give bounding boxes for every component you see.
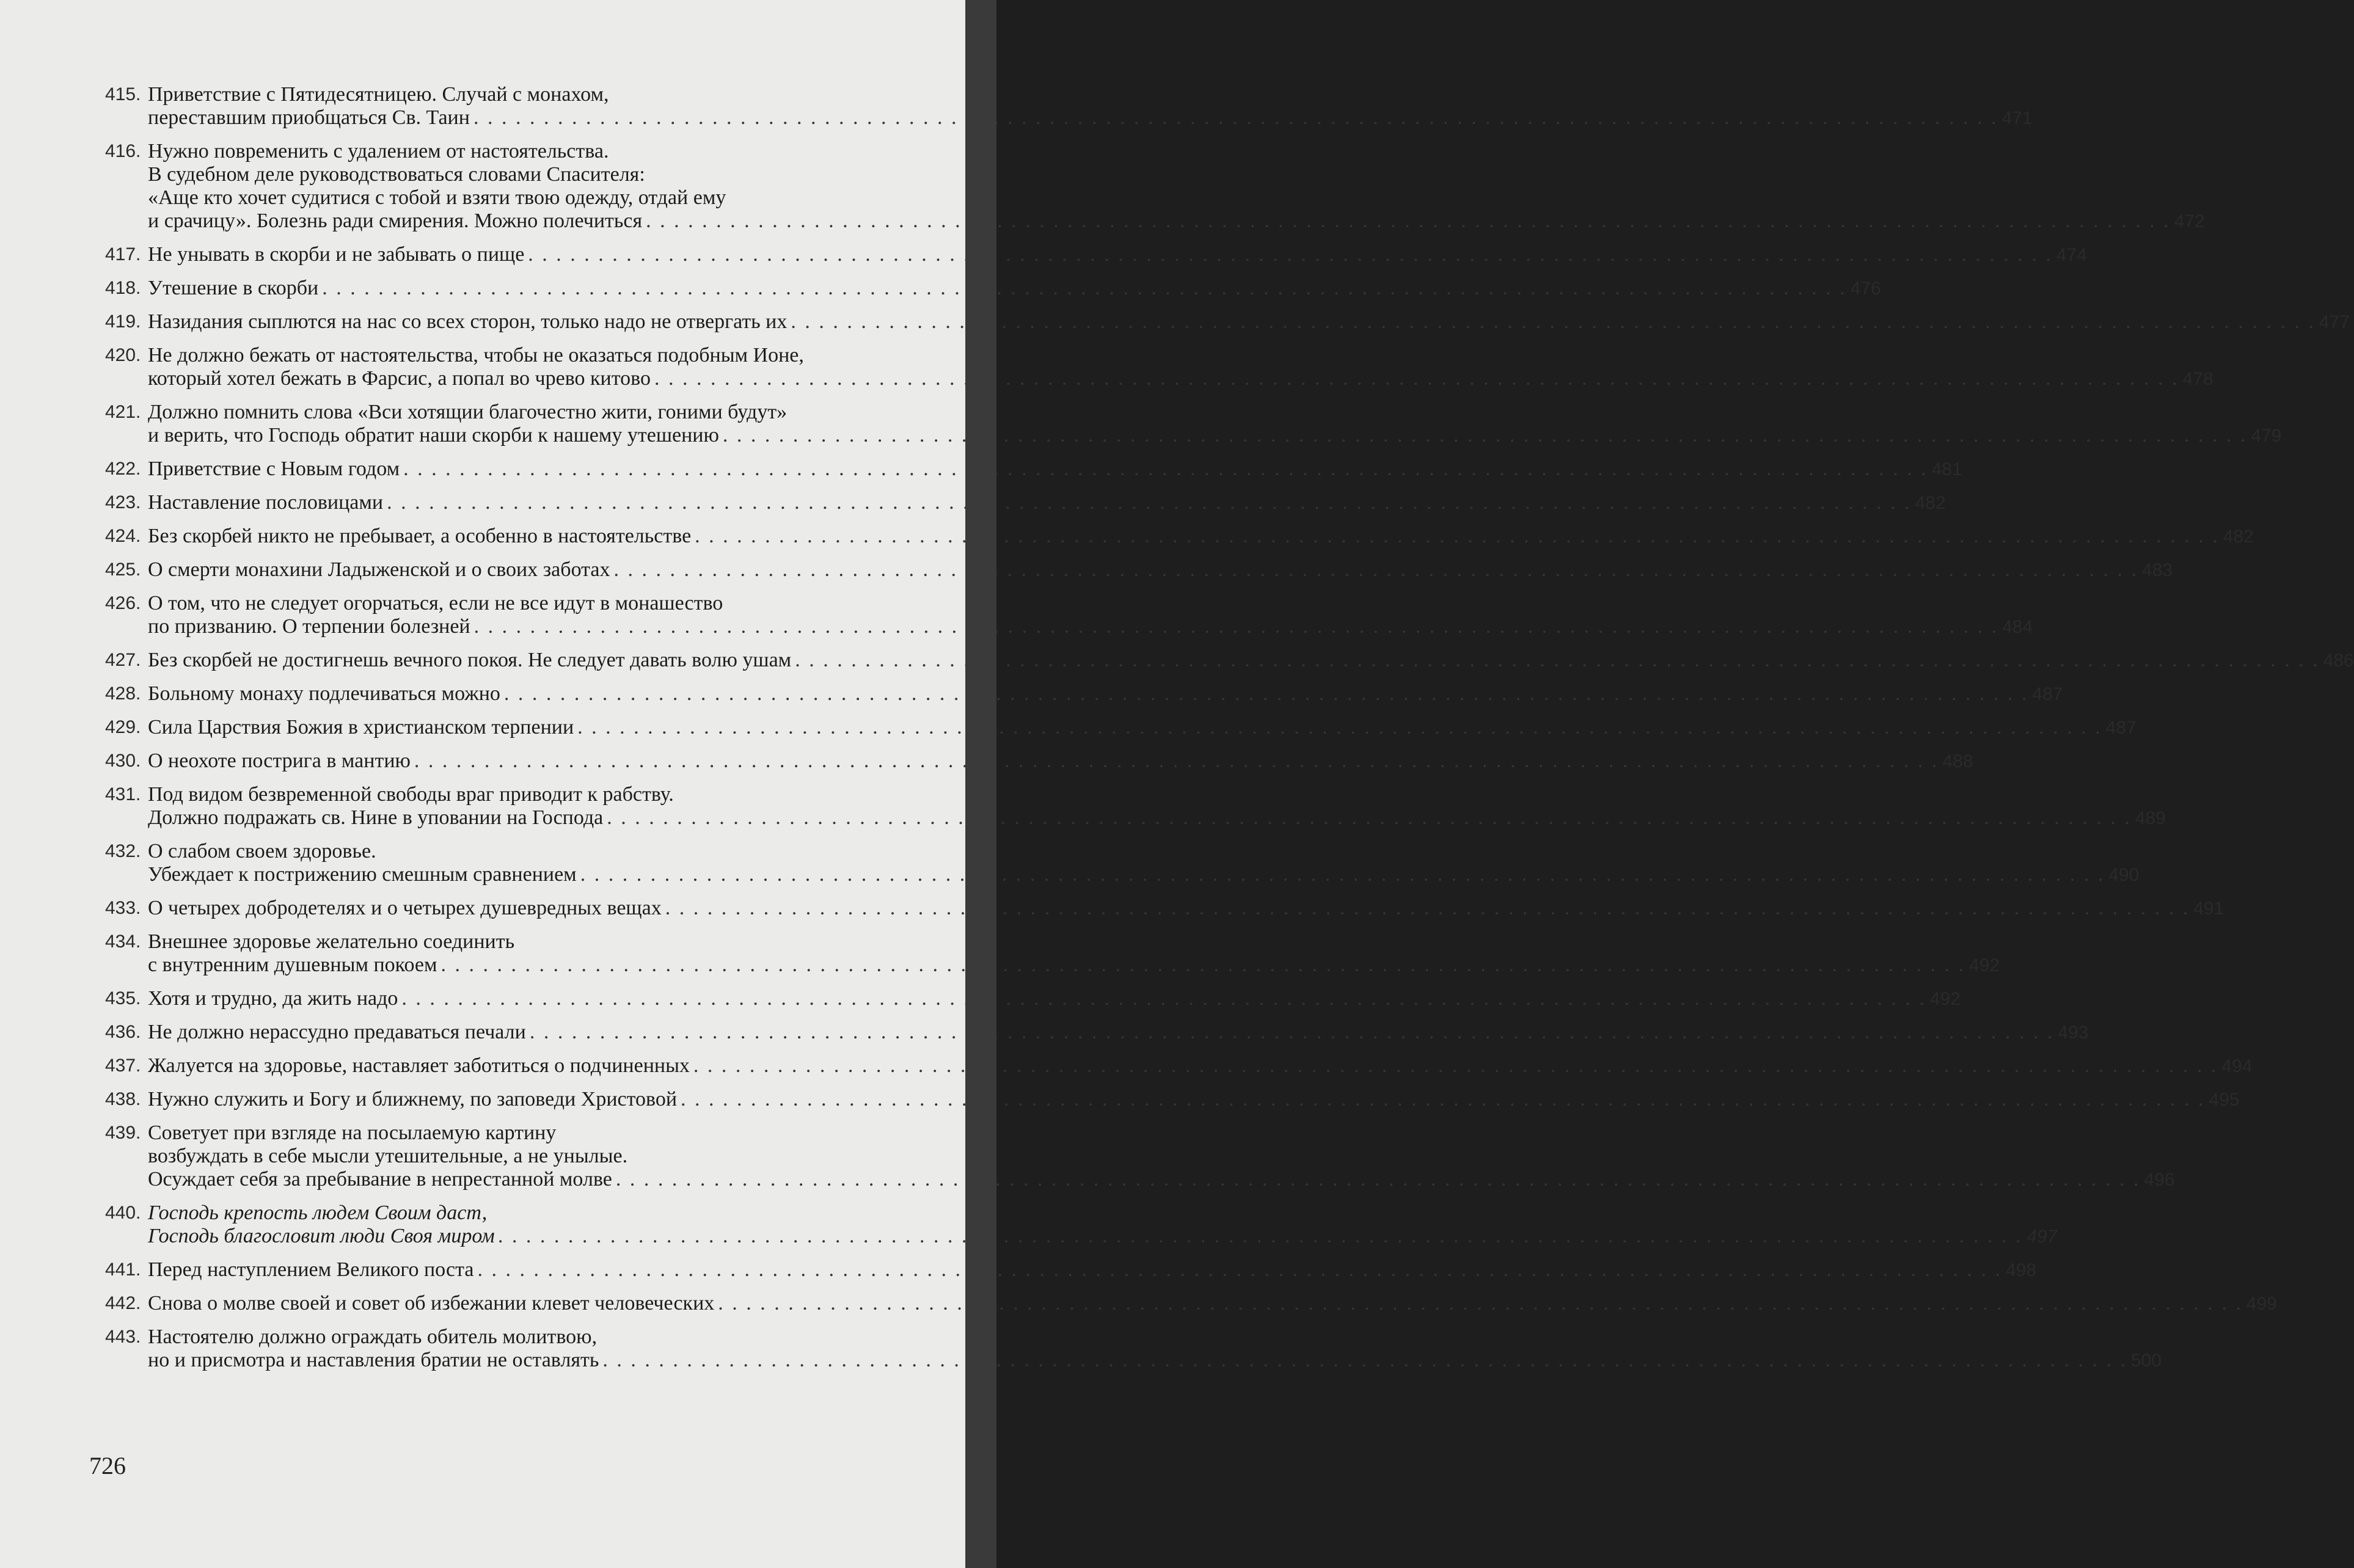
toc-entry — [105, 1292, 2277, 1316]
dot-leader — [441, 954, 1966, 977]
dot-leader — [665, 897, 2190, 920]
toc-entry — [105, 1021, 2089, 1045]
dot-leader — [723, 424, 2248, 447]
entry-page-ref: 478 — [2182, 369, 2213, 389]
entry-number: 416. — [105, 141, 141, 161]
dot-leader — [477, 1258, 2002, 1282]
entry-title-line: и срачицу». Болезнь ради смирения. Можно полечиться — [148, 210, 643, 232]
entry-page-ref: 498 — [2005, 1260, 2037, 1280]
entry-title-line: Перед наступлением Великого поста — [148, 1258, 474, 1281]
toc-entry — [105, 243, 2087, 267]
entry-page-ref: 500 — [2130, 1351, 2162, 1371]
entry-number: 423. — [105, 492, 141, 512]
dot-leader — [718, 1292, 2243, 1315]
dot-leader — [474, 615, 1999, 638]
entry-title-line: О том, что не следует огорчаться, если не все идут в монашество — [148, 592, 723, 614]
entry-title-line: Приветствие с Пятидесятницею. Случай с монахом, — [148, 83, 609, 106]
entry-title-line: Нужно служить и Богу и ближнему, по заповеди Христовой — [148, 1088, 678, 1110]
entry-page-ref: 494 — [2221, 1056, 2253, 1076]
toc-entry — [105, 592, 2033, 639]
entry-title-line: Без скорбей никто не пребывает, а особенно в настоятельстве — [148, 525, 692, 547]
entry-title-line: с внутренним душевным покоем — [148, 954, 437, 976]
entry-title-line: Советует при взгляде на посылаемую картину — [148, 1121, 557, 1144]
entry-title-line: «Аще кто хочет судитися с тобой и взяти твою одежду, отдай ему — [148, 186, 726, 209]
entry-number: 422. — [105, 459, 141, 479]
entry-number: 424. — [105, 526, 141, 546]
entry-number: 425. — [105, 560, 141, 580]
entry-title-line: Жалуется на здоровье, наставляет заботиться о подчиненных — [148, 1054, 690, 1077]
dot-leader — [403, 458, 1928, 481]
toc-entry — [105, 840, 2140, 887]
entry-title-line: Не должно бежать от настоятельства, чтобы не оказаться подобным Ионе, — [148, 344, 804, 366]
entry-title-line: но и присмотра и наставления братии не оставлять — [148, 1349, 599, 1371]
entry-number: 442. — [105, 1293, 141, 1313]
entry-page-ref: 492 — [1969, 955, 2000, 975]
entry-title-line: Не унывать в скорби и не забывать о пище — [148, 243, 525, 266]
dot-leader — [693, 1054, 2218, 1078]
entry-number: 417. — [105, 244, 141, 264]
entry-number: 419. — [105, 312, 141, 332]
entry-number: 443. — [105, 1327, 141, 1347]
entry-page-ref: 472 — [2174, 211, 2205, 232]
dot-leader — [473, 106, 1998, 129]
entry-number: 428. — [105, 684, 141, 704]
toc-entry — [105, 401, 2282, 448]
page-number: 726 — [89, 1452, 126, 1479]
dot-leader — [607, 806, 2132, 830]
toc-entry — [105, 83, 2033, 130]
toc-entry — [105, 1088, 2240, 1112]
dot-leader — [577, 716, 2102, 739]
entry-title-line: Утешение в скорби — [148, 277, 319, 299]
entry-title-line: и верить, что Господь обратит наши скорби к нашему утешению — [148, 424, 719, 447]
entry-page-ref: 481 — [1931, 459, 1962, 480]
entry-title-line: Больному монаху подлечиваться можно — [148, 682, 500, 705]
table-of-contents — [105, 83, 2354, 1382]
toc-entry — [105, 1054, 2253, 1078]
entry-title-line: Приветствие с Новым годом — [148, 458, 400, 480]
entry-page-ref: 482 — [1915, 493, 1946, 513]
dot-leader — [681, 1088, 2206, 1111]
entry-page-ref: 476 — [1850, 279, 1881, 299]
dot-leader — [646, 210, 2171, 233]
entry-title-line: Назидания сыплются на нас со всех сторон, только надо не отвергать их — [148, 310, 788, 333]
entry-title-line: возбуждать в себе мысли утешительные, а не унылые. — [148, 1145, 628, 1167]
entry-page-ref: 483 — [2141, 560, 2173, 580]
toc-entry — [105, 1258, 2037, 1282]
toc-entry — [105, 930, 2000, 977]
entry-title-line: Снова о молве своей и совет об избежании клевет человеческих — [148, 1292, 715, 1315]
entry-page-ref: 479 — [2251, 426, 2282, 446]
page-edge — [965, 0, 996, 1568]
entry-title-line: Нужно повременить с удалением от настоятельства. — [148, 140, 609, 162]
dot-leader — [530, 1021, 2055, 1044]
dot-leader — [322, 277, 1847, 300]
entry-number: 429. — [105, 717, 141, 737]
toc-entry — [105, 525, 2254, 549]
entry-title-line: переставшим приобщаться Св. Таин — [148, 106, 470, 129]
dot-leader — [528, 243, 2053, 266]
dot-leader — [414, 749, 1939, 773]
entry-page-ref: 499 — [2246, 1294, 2277, 1314]
entry-page-ref: 490 — [2108, 865, 2140, 885]
dot-leader — [499, 1225, 2023, 1248]
entry-page-ref: 474 — [2056, 245, 2087, 265]
toc-entry — [105, 140, 2205, 233]
toc-entry — [105, 1202, 2058, 1249]
entry-number: 440. — [105, 1203, 141, 1223]
entry-title-line: Хотя и трудно, да жить надо — [148, 987, 398, 1010]
toc-entry — [105, 682, 2063, 706]
dot-leader — [654, 367, 2179, 390]
entry-page-ref: 495 — [2209, 1090, 2240, 1110]
entry-page-ref: 482 — [2223, 527, 2254, 547]
entry-page-ref: 486 — [2323, 651, 2354, 671]
entry-title-line: В судебном деле руководствоваться словами Спасителя: — [148, 163, 645, 186]
entry-page-ref: 493 — [2058, 1023, 2089, 1043]
entry-title-line: О слабом своем здоровье. — [148, 840, 376, 862]
entry-number: 426. — [105, 593, 141, 613]
entry-number: 439. — [105, 1123, 141, 1143]
entry-page-ref: 496 — [2144, 1170, 2175, 1190]
entry-number: 431. — [105, 784, 141, 804]
toc-entry — [105, 558, 2173, 582]
entry-number: 430. — [105, 751, 141, 771]
entry-title-line: Наставление пословицами — [148, 491, 384, 514]
entry-title-line: Внешнее здоровье желательно соединить — [148, 930, 515, 953]
entry-title-line: О четырех добродетелях и о четырех душевредных вещах — [148, 897, 662, 919]
entry-number: 415. — [105, 84, 141, 104]
entry-page-ref: 477 — [2319, 312, 2350, 332]
dot-leader — [795, 649, 2320, 672]
toc-entry — [105, 716, 2137, 740]
entry-title-line: Под видом безвременной свободы враг приводит к рабству. — [148, 783, 674, 806]
toc-entry — [105, 1121, 2175, 1192]
dot-leader — [401, 987, 1926, 1010]
entry-page-ref: 488 — [1942, 751, 1973, 771]
entry-page-ref: 492 — [1929, 989, 1961, 1009]
entry-page-ref: 489 — [2135, 808, 2166, 828]
entry-number: 418. — [105, 278, 141, 298]
entry-title-line: Господь благословит люди Своя миром — [148, 1225, 495, 1247]
toc-entry — [105, 897, 2224, 921]
toc-entry — [105, 1326, 2162, 1373]
entry-number: 421. — [105, 402, 141, 422]
entry-number: 433. — [105, 898, 141, 918]
toc-entry — [105, 783, 2166, 830]
entry-title-line: Господь крепость людем Своим даст, — [148, 1202, 488, 1224]
entry-number: 441. — [105, 1260, 141, 1280]
toc-entry — [105, 649, 2354, 673]
entry-number: 437. — [105, 1056, 141, 1076]
entry-page-ref: 491 — [2193, 899, 2224, 919]
dot-leader — [695, 525, 2220, 548]
entry-title-line: по призванию. О терпении болезней — [148, 615, 470, 638]
toc-entry — [105, 491, 1946, 515]
toc-entry — [105, 310, 2350, 334]
dot-leader — [791, 310, 2316, 334]
dot-leader — [602, 1349, 2127, 1372]
dot-leader — [616, 1168, 2141, 1191]
dot-leader — [504, 682, 2029, 706]
entry-number: 438. — [105, 1089, 141, 1109]
entry-page-ref: 487 — [2105, 718, 2137, 738]
entry-number: 434. — [105, 932, 141, 952]
entry-title-line: О смерти монахини Ладыженской и о своих заботах — [148, 558, 610, 581]
toc-entry — [105, 344, 2213, 391]
entry-title-line: Осуждает себя за пребывание в непрестанной молве — [148, 1168, 612, 1191]
entry-number: 436. — [105, 1022, 141, 1042]
entry-title-line: Должно помнить слова «Вси хотящии благочестно жити, гоними будут» — [148, 401, 788, 423]
entry-number: 427. — [105, 650, 141, 670]
entry-title-line: который хотел бежать в Фарсис, а попал во чрево китово — [148, 367, 651, 390]
entry-page-ref: 471 — [2001, 108, 2033, 128]
entry-title-line: О неохоте пострига в мантию — [148, 749, 411, 772]
dot-leader — [613, 558, 2138, 582]
entry-page-ref: 487 — [2032, 684, 2063, 704]
toc-entry — [105, 277, 1881, 301]
entry-title-line: Сила Царствия Божия в христианском терпении — [148, 716, 574, 738]
entry-page-ref: 484 — [2002, 617, 2033, 637]
toc-entry — [105, 458, 1962, 481]
entry-title-line: Должно подражать св. Нине в уповании на Господа — [148, 806, 604, 829]
entry-title-line: Настоятелю должно ограждать обитель молитвою, — [148, 1326, 598, 1348]
toc-entry — [105, 987, 1961, 1011]
dot-leader — [580, 863, 2105, 886]
entry-title-line: Не должно нерассудно предаваться печали — [148, 1021, 526, 1043]
toc-entry — [105, 749, 1973, 773]
entry-number: 435. — [105, 988, 141, 1008]
entry-title-line: Без скорбей не достигнешь вечного покоя. Не следует давать волю ушам — [148, 649, 792, 671]
entry-page-ref: 497 — [2027, 1227, 2058, 1247]
entry-number: 432. — [105, 841, 141, 861]
entry-title-line: Убеждает к пострижению смешным сравнением — [148, 863, 577, 886]
dot-leader — [387, 491, 1912, 514]
entry-number: 420. — [105, 345, 141, 365]
